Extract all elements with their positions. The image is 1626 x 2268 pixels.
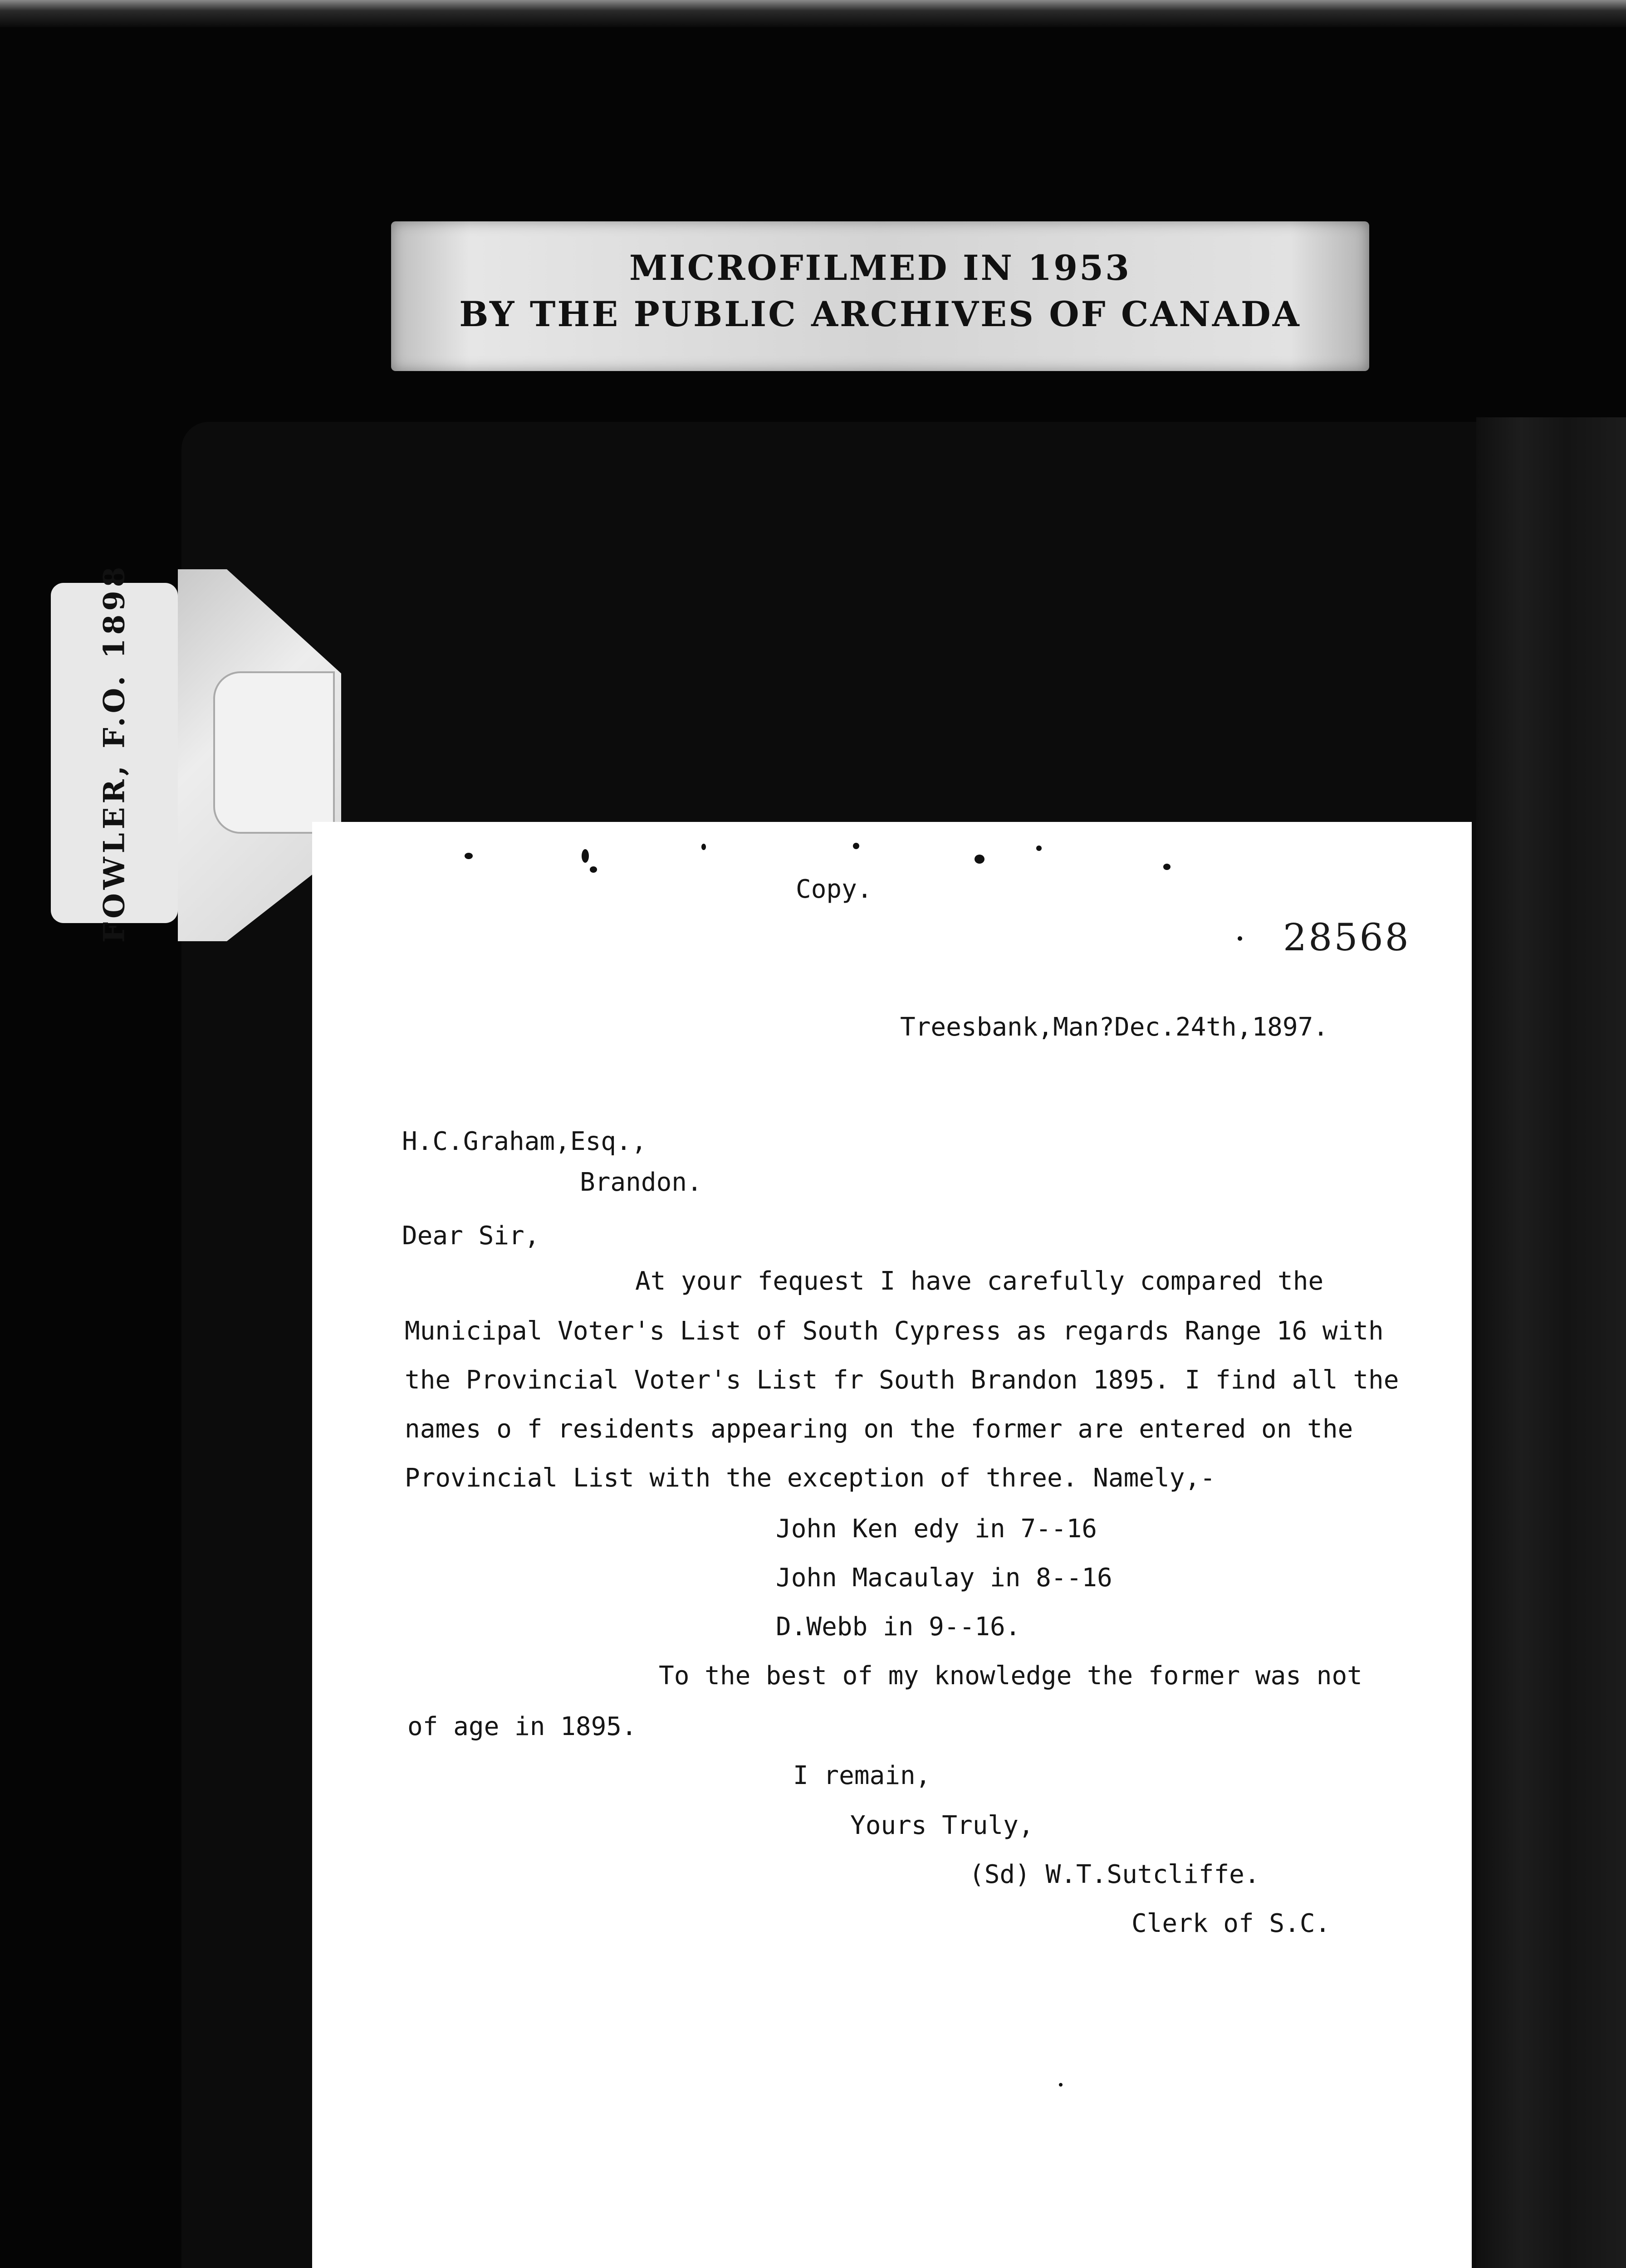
- salutation: Dear Sir,: [402, 1221, 540, 1251]
- file-tab-label: FOWLER, F.O. 1898: [97, 563, 132, 943]
- microfilm-banner: [391, 221, 1369, 371]
- ink-speck: [701, 844, 706, 850]
- letter-page: [312, 822, 1472, 2268]
- ink-speck: [975, 855, 984, 864]
- closing-line: of age in 1895.: [407, 1712, 637, 1741]
- sign-off-line: Clerk of S.C.: [1131, 1909, 1331, 1938]
- backing-board-edge: [1476, 417, 1626, 2268]
- banner-line-2: BY THE PUBLIC ARCHIVES OF CANADA: [459, 294, 1301, 334]
- signature-line: (Sd) W.T.Sutcliffe.: [969, 1860, 1260, 1889]
- body-line: the Provincial Voter's List fr South Brandon 1895. I find all the: [405, 1365, 1399, 1395]
- file-tab-fold-inner: [213, 671, 335, 834]
- banner-line-1: MICROFILMED IN 1953: [629, 248, 1131, 288]
- ink-speck: [853, 843, 859, 849]
- ink-speck: [1059, 2083, 1063, 2087]
- body-line: Provincial List with the exception of three. Namely,-: [405, 1463, 1215, 1493]
- file-number: 28568: [1283, 916, 1411, 959]
- film-frame-strip: [0, 0, 1626, 27]
- ink-speck: [1238, 936, 1242, 941]
- body-line: names o f residents appearing on the former are entered on the: [405, 1414, 1353, 1444]
- ink-speck: [582, 849, 589, 863]
- ink-speck: [465, 853, 473, 859]
- body-line: Municipal Voter's List of South Cypress as regards Range 16 with: [405, 1316, 1384, 1346]
- ink-speck: [1163, 864, 1171, 870]
- ink-speck: [1036, 846, 1042, 851]
- closing-line: To the best of my knowledge the former was not: [659, 1661, 1362, 1691]
- body-line: At your fequest I have carefully compared the: [635, 1266, 1324, 1296]
- addressee-name: H.C.Graham,Esq.,: [402, 1127, 647, 1156]
- sign-off-line: I remain,: [793, 1761, 931, 1790]
- name-entry: John Ken edy in 7--16: [776, 1514, 1097, 1544]
- date-line: Treesbank,Man?Dec.24th,1897.: [900, 1012, 1329, 1042]
- file-tab: [51, 563, 178, 943]
- letter-heading: Copy.: [796, 875, 872, 904]
- ink-speck: [590, 866, 597, 873]
- sign-off-line: Yours Truly,: [850, 1811, 1034, 1840]
- name-entry: D.Webb in 9--16.: [776, 1612, 1021, 1642]
- name-entry: John Macaulay in 8--16: [776, 1563, 1112, 1593]
- addressee-place: Brandon.: [580, 1168, 702, 1197]
